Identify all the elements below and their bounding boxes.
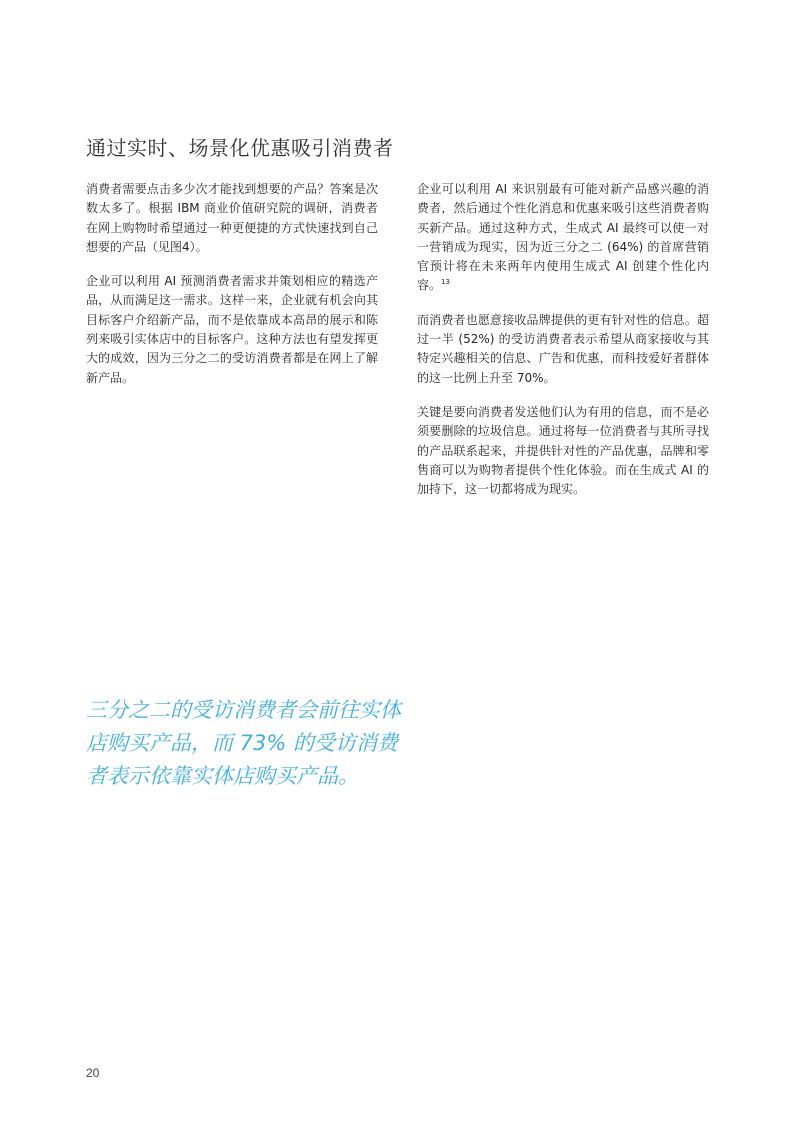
body-paragraph: 消费者需要点击多少次才能找到想要的产品？答案是次数太多了。根据 IBM 商业价值研究院的调研，消费者在网上购物时希望通过一种更便捷的方式快速找到自己想要的产品（见图4）。 [86,182,378,254]
body-paragraph: 企业可以利用 AI 预测消费者需求并策划相应的精选产品，从而满足这一需求。这样一来，企业就有机会向其目标客户介绍新产品，而不是依靠成本高昂的展示和陈列来吸引实体店中的目标客户。这种方法也有望发挥更大的成效，因为三分之二的受访消费者都是在网上了解新产品。 [86,274,378,385]
body-paragraph-text: 企业可以利用 AI 来识别最有可能对新产品感兴趣的消费者，然后通过个性化消息和优惠来吸引这些消费者购买新产品。通过这种方式，生成式 AI 最终可以使一对一营销成为现实，因为近三分之二 (64%) 的首席营销官预计将在未来两年内使用生成式 AI 创建个性化内容。 [417,182,709,293]
body-paragraph: 而消费者也愿意接收品牌提供的更有针对性的信息。超过一半 (52%) 的受访消费者表示希望从商家接收与其特定兴趣相关的信息、广告和优惠，而科技爱好者群体的这一比例上升至 70%。 [417,312,709,385]
footnote-reference[interactable]: 13 [441,278,450,287]
body-paragraph: 关键是要向消费者发送他们认为有用的信息，而不是必须要删除的垃圾信息。通过将每一位消费者与其所寻找的产品联系起来，并提供针对性的产品优惠，品牌和零售商可以为购物者提供个性化体验。而在生成式 AI 的加持下，这一切都将成为现实。 [417,404,709,497]
pull-quote: 三分之二的受访消费者会前往实体店购买产品，而 73% 的受访消费者表示依靠实体店购买产品。 [86,698,401,788]
left-text-column [86,180,378,403]
page-number: 20 [86,1066,100,1080]
section-heading: 通过实时、场景化优惠吸引消费者 [86,136,394,160]
body-paragraph-with-footnote [417,180,709,296]
right-text-column [417,180,709,514]
